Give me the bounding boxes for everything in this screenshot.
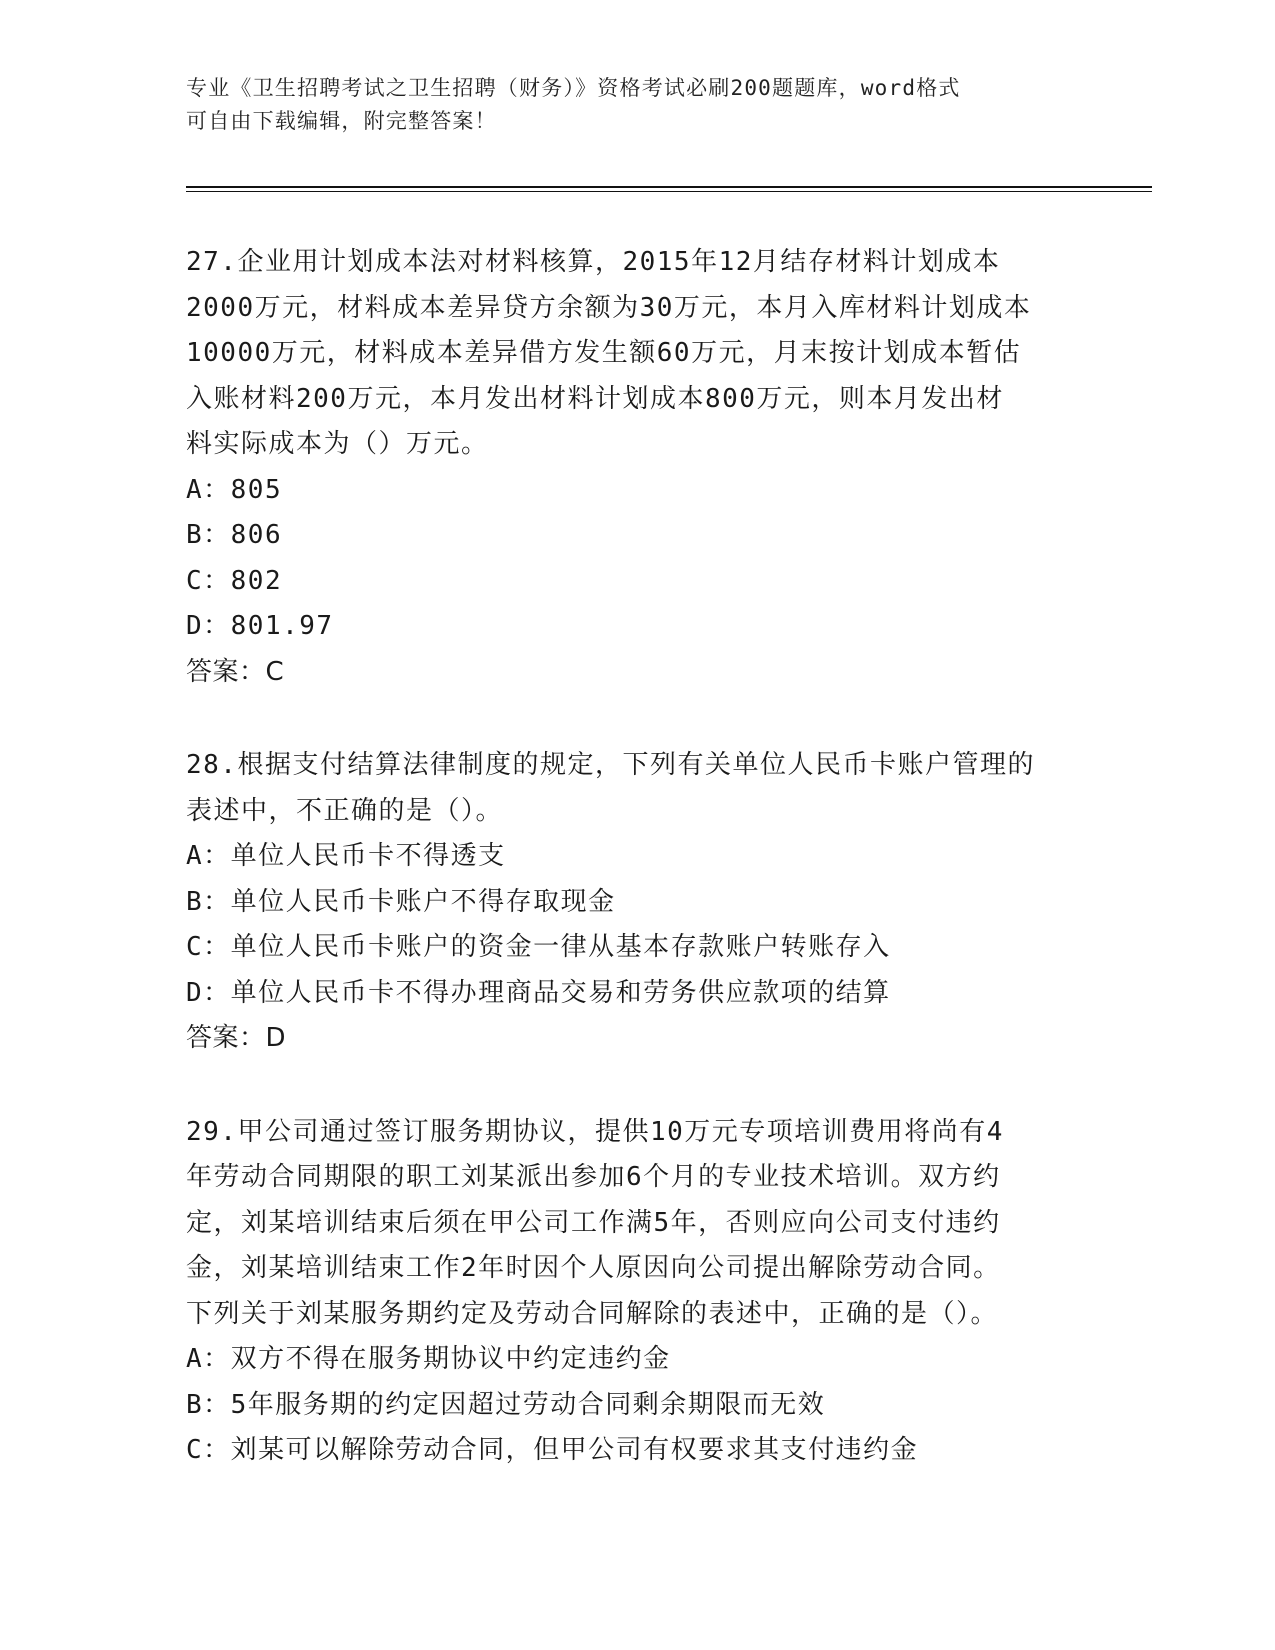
stem-line: 表述中，不正确的是（）。 (186, 795, 504, 826)
answer-line: 答案：D (186, 1023, 287, 1053)
option-b: B：单位人民币卡账户不得存取现金 (186, 886, 616, 917)
question-27 (186, 240, 1066, 695)
header-line-1: 专业《卫生招聘考试之卫生招聘（财务）》资格考试必刷200题题库，word格式 (186, 76, 961, 100)
header-double-rule (186, 186, 1152, 192)
header-line-2: 可自由下载编辑，附完整答案！ (186, 109, 497, 133)
question-stem (186, 240, 1066, 468)
stem-line: 入账材料200万元，本月发出材料计划成本800万元，则本月发出材 (186, 383, 1004, 414)
question-28 (186, 743, 1066, 1062)
option-c: C：刘某可以解除劳动合同，但甲公司有权要求其支付违约金 (186, 1435, 919, 1465)
option-a: A：805 (186, 474, 283, 505)
rule-line-thin (186, 191, 1152, 192)
document-header (186, 72, 1066, 138)
document-page (186, 72, 1066, 1474)
answer-line: 答案：C (186, 656, 285, 687)
option-a: A：双方不得在服务期协议中约定违约金 (186, 1344, 671, 1374)
option-c: C：单位人民币卡账户的资金一律从基本存款账户转账存入 (186, 932, 891, 962)
rule-line-thick (186, 186, 1152, 188)
stem-line: 料实际成本为（）万元。 (186, 429, 489, 459)
stem-line: 下列关于刘某服务期约定及劳动合同解除的表述中，正确的是（）。 (186, 1298, 999, 1329)
stem-line: 年劳动合同期限的职工刘某派出参加6个月的专业技术培训。双方约 (186, 1162, 1001, 1192)
question-29 (186, 1110, 1066, 1474)
option-c: C：802 (186, 565, 283, 596)
option-d: D：801.97 (186, 611, 334, 641)
stem-line: 定，刘某培训结束后须在甲公司工作满5年，否则应向公司支付违约 (186, 1207, 1001, 1238)
option-d: D：单位人民币卡不得办理商品交易和劳务供应款项的结算 (186, 977, 891, 1008)
stem-line: 27.企业用计划成本法对材料核算，2015年12月结存材料计划成本 (186, 247, 1001, 277)
question-stem (186, 1110, 1066, 1338)
stem-line: 10000万元，材料成本差异借方发生额60万元，月末按计划成本暂估 (186, 338, 1022, 368)
stem-line: 金，刘某培训结束工作2年时因个人原因向公司提出解除劳动合同。 (186, 1253, 1001, 1283)
option-b: B：5年服务期的约定因超过劳动合同剩余期限而无效 (186, 1389, 826, 1420)
option-b: B：806 (186, 520, 283, 550)
stem-line: 29.甲公司通过签订服务期协议，提供10万元专项培训费用将尚有4 (186, 1116, 1004, 1147)
stem-line: 2000万元，材料成本差异贷方余额为30万元，本月入库材料计划成本 (186, 292, 1032, 323)
stem-line: 28.根据支付结算法律制度的规定，下列有关单位人民币卡账户管理的 (186, 750, 1035, 780)
question-stem (186, 743, 1066, 834)
option-a: A：单位人民币卡不得透支 (186, 841, 506, 871)
